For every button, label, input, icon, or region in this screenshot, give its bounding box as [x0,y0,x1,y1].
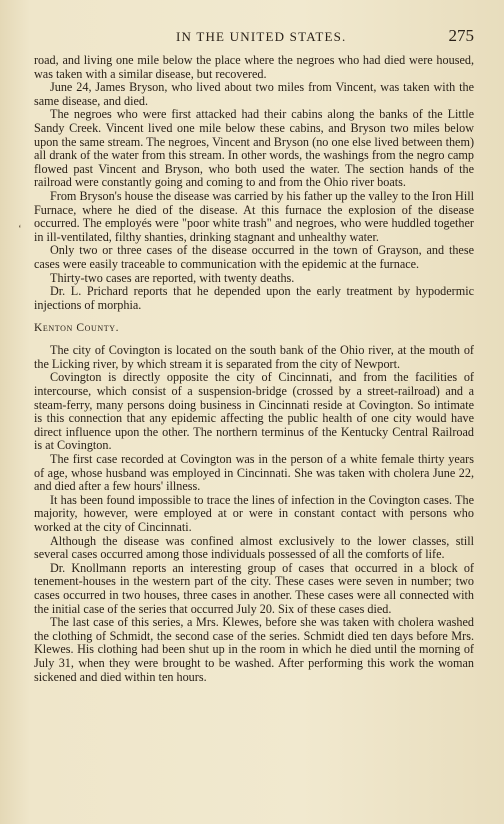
paragraph: The first case recorded at Covington was in the person of a white female thirty years of age, whose husband was employed in Cincinnati. She was taken with cholera June 22, and died after a few hours' illness. [34,452,474,494]
paragraph: It has been found impossible to trace the lines of infection in the Covington cases. The majority, however, were employed at or were in constant contact with persons who worked at the city of Cincinnati. [34,492,474,534]
paragraph: Dr. Knollmann reports an interesting group of cases that occurred in a block of tenement-houses in the western part of the city. These cases were seven in number; two cases occurred in two houses, three cases in another. These cases were all connected with the initial case of the series that occurred July 20. Six of these cases died. [34,560,474,616]
page-number: 275 [448,26,474,45]
paragraph: From Bryson's house the disease was carried by his father up the valley to the Iron Hill Furnace, where he died of the disease. At this furnace the explosion of the disease occurred. The employés were "poor white trash" and negroes, who were huddled together in ill-ventilated, filthy shanties, drinking stagnant and unhealthy water. [34,188,474,244]
paragraph: The last case of this series, a Mrs. Klewes, before she was taken with cholera washed the clothing of Schmidt, the second case of the series. Schmidt died ten days before Mrs. Klewes. His clothing had been shut up in the room in which he died until the morning of July 31, when they were brought to be washed. After performing this work the woman sickened and died within ten hours. [34,615,474,684]
running-header [34,26,474,46]
paragraph: road, and living one mile below the place where the negroes who had died were housed, was taken with a similar disease, but recovered. [34,53,474,81]
paragraph: Only two or three cases of the disease occurred in the town of Grayson, and these cases were easily traceable to communication with the epidemic at the furnace. [34,243,474,271]
paragraph: Although the disease was confined almost exclusively to the lower classes, still several cases occurred among those individuals possessed of all the comforts of life. [34,533,474,562]
paragraph: Covington is directly opposite the city of Cincinnati, and from the facilities of intercourse, which consist of a suspension-bridge (crossed by a street-railroad) and a steam-ferry, many persons doing business in Cincinnati reside at Covington. So intimate is this connection that any epidemic affecting the public health of one city would have direct influence upon the other. The northern terminus of the Kentucky Central Railroad is at Covington. [34,370,474,453]
section-heading: Kenton County. [34,322,120,335]
paragraph: Dr. L. Prichard reports that he depended upon the early treatment by hypodermic injections of morphia. [34,284,474,312]
paragraph: The negroes who were first attacked had their cabins along the banks of the Little Sandy Creek. Vincent lived one mile below these cabins, and Bryson two miles below upon the same stream. The negroes, Vincent and Bryson (no one else lived between them) all drank of the water from this stream. In other words, the washings from the negro camp flowed past Vincent and Bryson, who both used the water. The section hands of the railroad were constantly going and coming to and from the Ohio river boats. [34,107,474,190]
margin-mark: ‘ [18,223,22,235]
paragraph: June 24, James Bryson, who lived about two miles from Vincent, was taken with the same disease, and died. [34,80,474,108]
paragraph: Thirty-two cases are reported, with twenty deaths. [50,270,295,285]
running-title: IN THE UNITED STATES. [175,29,347,44]
body-text-top [34,54,474,312]
paragraph: The city of Covington is located on the south bank of the Ohio river, at the mouth of the Licking river, by which stream it is separated from the city of Newport. [34,343,474,371]
body-text-bottom [34,344,474,684]
